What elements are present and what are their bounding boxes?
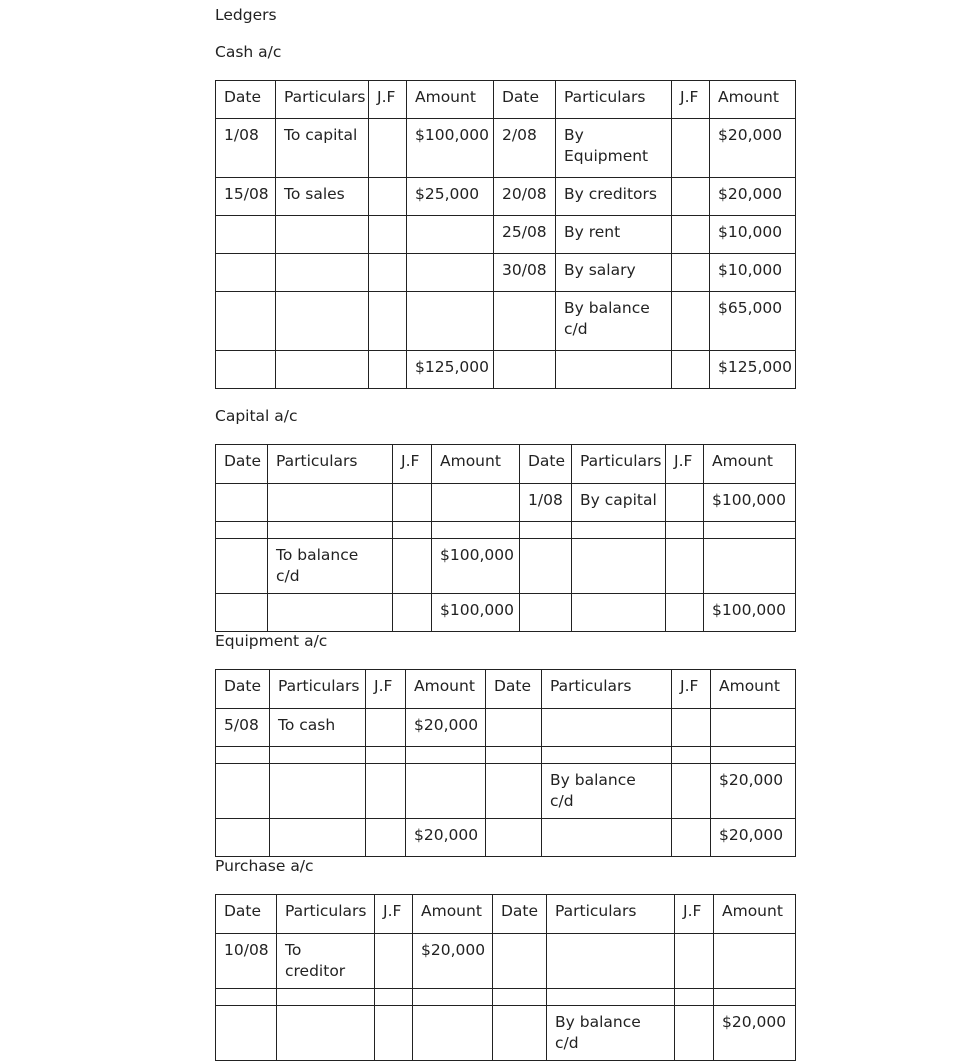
cell (714, 934, 796, 989)
equipment-ledger-table (215, 669, 796, 857)
cell: $100,000 (704, 484, 796, 522)
header-cell: Date (216, 895, 277, 934)
header-cell: Amount (432, 445, 520, 484)
cell: 10/08 (216, 934, 277, 989)
cell: $20,000 (406, 709, 486, 747)
cell (277, 989, 375, 1006)
capital-ledger-title: Capital a/c (215, 407, 298, 425)
header-cell: J.F (672, 81, 710, 119)
header-cell: Date (494, 81, 556, 119)
cell: By balance c/d (547, 1006, 675, 1061)
cell (672, 119, 710, 178)
cell (675, 934, 714, 989)
cell: 1/08 (216, 119, 276, 178)
cell: $20,000 (714, 1006, 796, 1061)
cell (413, 1006, 493, 1061)
cell (393, 539, 432, 594)
header-cell: J.F (672, 670, 711, 709)
table-row (216, 216, 796, 254)
cell (675, 989, 714, 1006)
cell (393, 484, 432, 522)
header-cell: J.F (675, 895, 714, 934)
cell (216, 747, 270, 764)
header-cell: Date (520, 445, 572, 484)
cell (216, 764, 270, 819)
cell (268, 594, 393, 632)
purchase-ledger-title: Purchase a/c (215, 857, 314, 875)
cell (672, 819, 711, 857)
header-cell: Amount (407, 81, 494, 119)
cell (493, 1006, 547, 1061)
spacer-row (216, 522, 796, 539)
cell (375, 989, 413, 1006)
cell (493, 989, 547, 1006)
cell: To balance c/d (268, 539, 393, 594)
cell (572, 522, 666, 539)
cell (369, 216, 407, 254)
table-row (216, 254, 796, 292)
table-row (216, 709, 796, 747)
cell (672, 178, 710, 216)
cell (672, 254, 710, 292)
cell (216, 989, 277, 1006)
cell: $125,000 (407, 351, 494, 389)
header-cell: Particulars (572, 445, 666, 484)
cell (366, 747, 406, 764)
capital-ledger-table (215, 444, 796, 632)
cell (277, 1006, 375, 1061)
header-cell: J.F (375, 895, 413, 934)
cell (711, 747, 796, 764)
total-row (216, 594, 796, 632)
cell (486, 747, 542, 764)
cell (542, 747, 672, 764)
table-row (216, 539, 796, 594)
cell (714, 989, 796, 1006)
cell (369, 351, 407, 389)
table-row (216, 764, 796, 819)
cell (216, 594, 268, 632)
cell: 1/08 (520, 484, 572, 522)
cell: To sales (276, 178, 369, 216)
cell: $65,000 (710, 292, 796, 351)
cell: By balance c/d (542, 764, 672, 819)
cell (520, 522, 572, 539)
table-row (216, 934, 796, 989)
cell (216, 351, 276, 389)
cell (666, 594, 704, 632)
cell (216, 292, 276, 351)
table-row (216, 119, 796, 178)
cell (276, 292, 369, 351)
cell (675, 1006, 714, 1061)
purchase-ledger-table (215, 894, 796, 1061)
header-cell: J.F (369, 81, 407, 119)
cell: $20,000 (711, 819, 796, 857)
cell (672, 747, 711, 764)
cell (270, 764, 366, 819)
cell: $20,000 (406, 819, 486, 857)
header-cell: J.F (393, 445, 432, 484)
table-row (216, 1006, 796, 1061)
table-row (216, 178, 796, 216)
cell (704, 539, 796, 594)
cell (494, 351, 556, 389)
header-cell: Particulars (270, 670, 366, 709)
table-header-row (216, 670, 796, 709)
header-cell: Particulars (276, 81, 369, 119)
table-row (216, 484, 796, 522)
table-header-row (216, 445, 796, 484)
cell (672, 764, 711, 819)
header-cell: J.F (666, 445, 704, 484)
header-cell: Amount (413, 895, 493, 934)
header-cell: Particulars (547, 895, 675, 934)
cell (366, 819, 406, 857)
spacer-row (216, 989, 796, 1006)
cell (572, 594, 666, 632)
cell (276, 351, 369, 389)
cell (486, 819, 542, 857)
cell: To capital (276, 119, 369, 178)
cell: $10,000 (710, 254, 796, 292)
cell: By balance c/d (556, 292, 672, 351)
header-cell: Particulars (268, 445, 393, 484)
cell (556, 351, 672, 389)
cell (520, 539, 572, 594)
cell (366, 709, 406, 747)
cell (572, 539, 666, 594)
table-header-row (216, 895, 796, 934)
header-cell: Date (216, 81, 276, 119)
cell: By Equipment (556, 119, 672, 178)
cell (666, 522, 704, 539)
cell (369, 292, 407, 351)
cell: $100,000 (432, 594, 520, 632)
cell (406, 747, 486, 764)
cell: 15/08 (216, 178, 276, 216)
equipment-ledger-title: Equipment a/c (215, 632, 328, 650)
cell (666, 484, 704, 522)
cell (216, 254, 276, 292)
header-cell: Date (493, 895, 547, 934)
page-title: Ledgers (215, 6, 277, 24)
cell (672, 292, 710, 351)
cell (407, 254, 494, 292)
cell (375, 934, 413, 989)
cell: 30/08 (494, 254, 556, 292)
cell (666, 539, 704, 594)
cash-ledger-table (215, 80, 796, 389)
spacer-row (216, 747, 796, 764)
header-cell: Amount (406, 670, 486, 709)
cell (268, 484, 393, 522)
cell (432, 522, 520, 539)
header-cell: Amount (710, 81, 796, 119)
cell (369, 254, 407, 292)
cell (547, 989, 675, 1006)
cell: $100,000 (704, 594, 796, 632)
cell (393, 594, 432, 632)
cell (216, 216, 276, 254)
cell (270, 747, 366, 764)
cell: $125,000 (710, 351, 796, 389)
cell: $20,000 (710, 119, 796, 178)
cell (486, 764, 542, 819)
cell (375, 1006, 413, 1061)
cell: $100,000 (432, 539, 520, 594)
table-row (216, 292, 796, 351)
cell (493, 934, 547, 989)
total-row (216, 819, 796, 857)
header-cell: Date (216, 445, 268, 484)
cell: By rent (556, 216, 672, 254)
cell: $20,000 (413, 934, 493, 989)
header-cell: J.F (366, 670, 406, 709)
cell (520, 594, 572, 632)
cell (216, 1006, 277, 1061)
cell (369, 119, 407, 178)
cell (407, 216, 494, 254)
table-header-row (216, 81, 796, 119)
header-cell: Particulars (542, 670, 672, 709)
header-cell: Amount (714, 895, 796, 934)
cell: $20,000 (710, 178, 796, 216)
cell (711, 709, 796, 747)
cell (704, 522, 796, 539)
cell: $25,000 (407, 178, 494, 216)
cell (672, 351, 710, 389)
header-cell: Particulars (556, 81, 672, 119)
cell: $20,000 (711, 764, 796, 819)
header-cell: Amount (711, 670, 796, 709)
cell (547, 934, 675, 989)
cell (672, 216, 710, 254)
cell (369, 178, 407, 216)
cell: 20/08 (494, 178, 556, 216)
cell: By creditors (556, 178, 672, 216)
cell: By salary (556, 254, 672, 292)
header-cell: Amount (704, 445, 796, 484)
cell (542, 709, 672, 747)
cell (413, 989, 493, 1006)
cell (432, 484, 520, 522)
cell (486, 709, 542, 747)
cell: To creditor (277, 934, 375, 989)
cell: $100,000 (407, 119, 494, 178)
cell (542, 819, 672, 857)
cash-ledger-title: Cash a/c (215, 43, 282, 61)
cell (494, 292, 556, 351)
cell: 2/08 (494, 119, 556, 178)
header-cell: Date (216, 670, 270, 709)
cell (216, 484, 268, 522)
cell: To cash (270, 709, 366, 747)
cell (366, 764, 406, 819)
cell (216, 819, 270, 857)
cell (406, 764, 486, 819)
cell (672, 709, 711, 747)
cell: $10,000 (710, 216, 796, 254)
cell: By capital (572, 484, 666, 522)
cell (268, 522, 393, 539)
cell (407, 292, 494, 351)
cell (393, 522, 432, 539)
cell (270, 819, 366, 857)
cell: 5/08 (216, 709, 270, 747)
cell: 25/08 (494, 216, 556, 254)
header-cell: Date (486, 670, 542, 709)
cell (216, 522, 268, 539)
cell (276, 254, 369, 292)
total-row (216, 351, 796, 389)
cell (216, 539, 268, 594)
header-cell: Particulars (277, 895, 375, 934)
cell (276, 216, 369, 254)
